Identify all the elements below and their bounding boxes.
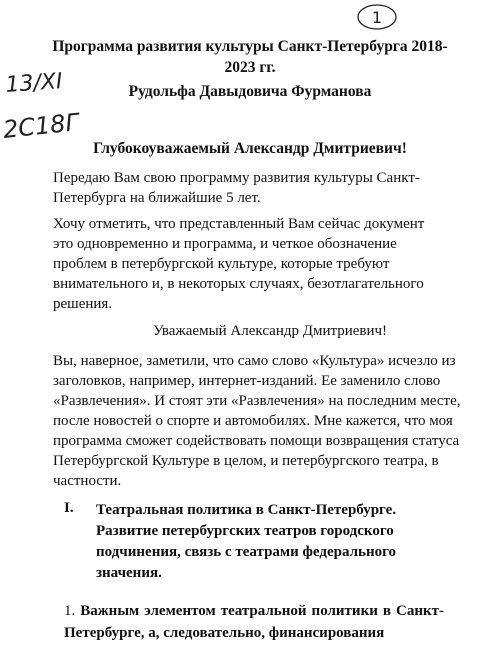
page-number-circle [358, 5, 396, 29]
document-title: Программа развития культуры Санкт-Петербурга 2018-2023 гг. [52, 38, 448, 76]
salutation-2: Уважаемый Александр Дмитриевич! [152, 323, 388, 339]
list-item-1 [64, 600, 444, 644]
paragraph-2: Хочу отметить, что представленный Вам сейчас документ это одновременно и программа, и четкое обозначение проблем в петербургской культуре, которые требуют внимательного и, в некоторых случаях, безотлагательного решения. [53, 216, 425, 312]
salutation: Глубокоуважаемый Александр Дмитриевич! [93, 140, 407, 157]
handwritten-note-line1: 13/XI [4, 69, 64, 98]
item-number: 1. [64, 603, 76, 619]
document-author: Рудольфа Давыдовича Фурманова [128, 83, 372, 100]
paragraph-1: Передаю Вам свою программу развития культуры Санкт-Петербурга на ближайшие 5 лет. [53, 170, 420, 206]
paragraph-3: Вы, наверное, заметили, что само слово «Культура» исчезло из заголовков, например, интернет-изданий. Ее заменило слово «Развлечения». И стоят эти «Развлечения» на последним месте, после новостей о спорте и автомобилях. Мне кажется, что моя программа сможет содействовать помощи возвращения статуса Петербургской Культуре в целом, и петербургского театра, в частности. [53, 353, 461, 489]
item-lead-text: Важным элементом театральной политики в Санкт-Петербурге, а, следовательно, финансирования [64, 603, 444, 641]
section-number: I. [64, 500, 74, 516]
handwritten-note-line2: 2C18Г [1, 108, 81, 144]
section-title: Театральная политика в Санкт-Петербурге. Развитие петербургских театров городского подчинения, связь с театрами федерального значения. [96, 502, 397, 581]
page-number: 1 [371, 8, 383, 27]
